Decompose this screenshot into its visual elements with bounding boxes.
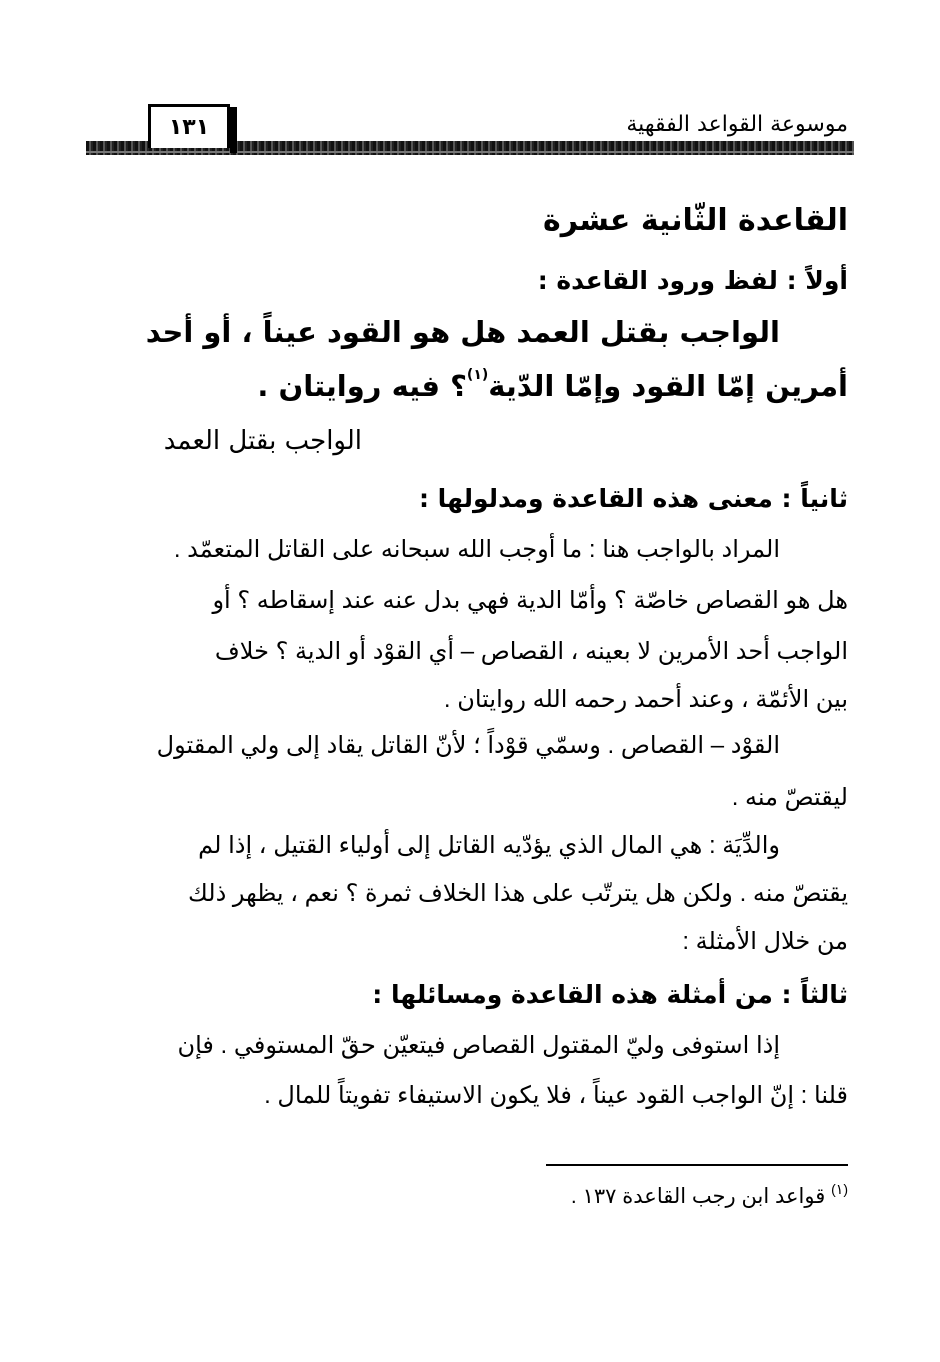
footnote-marker: (١) — [831, 1181, 848, 1197]
section2-line-2: هل هو القصاص خاصّة ؟ وأمّا الدية فهي بدل عنه عند إسقاطه ؟ أو — [212, 587, 848, 614]
footnote-ref: (١) — [466, 367, 489, 383]
rule-text-line-1 — [84, 315, 780, 349]
section2-line-7: والدِّيَة : هي المال الذي يؤدّيه القاتل إلى أولياء القتيل ، إذا لم — [198, 832, 780, 859]
rule-title: القاعدة الثّانية عشرة — [543, 203, 848, 238]
footnote-text: قواعد ابن رجب القاعدة ١٣٧ . — [570, 1185, 826, 1208]
page-number: ١٣١ — [148, 104, 230, 148]
section1-heading: أولاً : لفظ ورود القاعدة : — [537, 266, 848, 295]
section2-line-1: المراد بالواجب هنا : ما أوجب الله سبحانه على القاتل المتعمّد . — [173, 536, 780, 563]
section2-line-5: القوْد – القصاص . وسمّي قوْداً ؛ لأنّ القاتل يقاد إلى ولي المقتول — [156, 732, 780, 759]
section2-line-9: من خلال الأمثلة : — [682, 928, 848, 955]
section3-line-2: قلنا : إنّ الواجب القود عيناً ، فلا يكون الاستيفاء تفويتاً للمال . — [264, 1082, 848, 1109]
section2-heading: ثانياً : معنى هذه القاعدة ومدلولها : — [418, 484, 848, 513]
section2-line-3: الواجب أحد الأمرين لا بعينه ، القصاص – أي القوْد أو الدية ؟ خلاف — [214, 638, 848, 665]
rule-text-line-1-content: الواجب بقتل العمد هل هو القود عيناً ، أو أحد — [145, 315, 780, 349]
rule-text-line-2-a: أمرين إمّا القود وإمّا الدّية — [488, 369, 848, 403]
running-title: موسوعة القواعد الفقهية — [626, 112, 848, 137]
section3-line-1: إذا استوفى وليّ المقتول القصاص فيتعيّن حقّ المستوفي . فإن — [177, 1032, 780, 1059]
rule-text-line-2-b: ؟ فيه روايتان . — [257, 369, 467, 403]
rule-gist: الواجب بقتل العمد — [163, 426, 362, 456]
rule-text-line-2 — [257, 367, 848, 403]
section2-line-6: ليقتصّ منه . — [731, 784, 848, 811]
footnote-rule — [546, 1164, 848, 1166]
section3-heading: ثالثاً : من أمثلة هذه القاعدة ومسائلها : — [372, 980, 848, 1009]
section2-line-4: بين الأئمّة ، وعند أحمد رحمه الله روايتان . — [443, 686, 848, 713]
footnote — [570, 1181, 848, 1208]
section2-line-8: يقتصّ منه . ولكن هل يترتّب على هذا الخلاف ثمرة ؟ نعم ، يظهر ذلك — [188, 880, 848, 907]
